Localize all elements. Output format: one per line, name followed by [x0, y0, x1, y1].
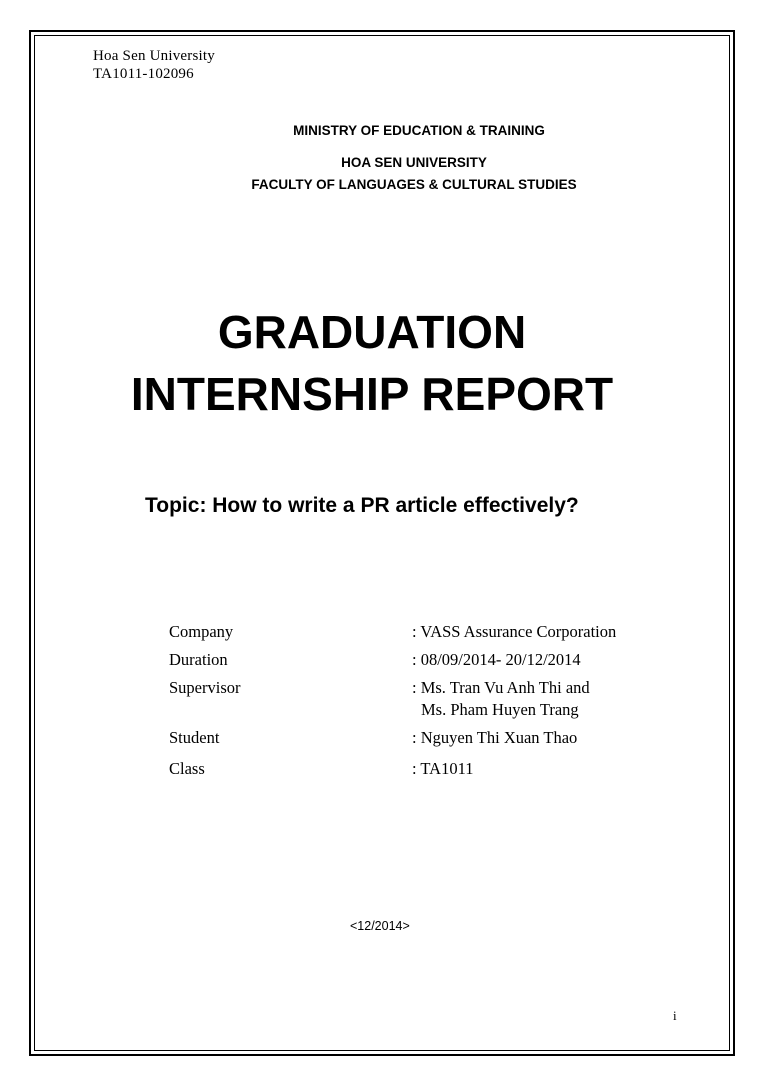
header-university: Hoa Sen University	[93, 48, 215, 64]
report-title-line-1: GRADUATION	[217, 306, 527, 358]
student-label: Student	[169, 728, 220, 747]
page-number: i	[673, 1008, 677, 1023]
company-label: Company	[169, 622, 234, 641]
supervisor-label: Supervisor	[169, 678, 241, 697]
faculty-heading: FACULTY OF LANGUAGES & CULTURAL STUDIES	[251, 177, 577, 192]
report-topic: Topic: How to write a PR article effectively?	[145, 494, 579, 517]
class-label: Class	[169, 759, 205, 778]
header-code: TA1011-102096	[93, 66, 194, 82]
report-date: <12/2014>	[350, 919, 410, 933]
supervisor-value-1: : Ms. Tran Vu Anh Thi and	[412, 678, 590, 697]
duration-label: Duration	[169, 650, 228, 669]
university-heading: HOA SEN UNIVERSITY	[341, 155, 487, 170]
class-value: : TA1011	[412, 759, 474, 778]
report-title	[30, 301, 714, 425]
duration-value: : 08/09/2014- 20/12/2014	[412, 650, 581, 669]
ministry-heading: MINISTRY OF EDUCATION & TRAINING	[293, 123, 545, 138]
company-value: : VASS Assurance Corporation	[412, 622, 617, 641]
report-title-line-2: INTERNSHIP REPORT	[130, 368, 614, 420]
student-value: : Nguyen Thi Xuan Thao	[412, 728, 578, 747]
supervisor-value-2: Ms. Pham Huyen Trang	[421, 700, 579, 719]
